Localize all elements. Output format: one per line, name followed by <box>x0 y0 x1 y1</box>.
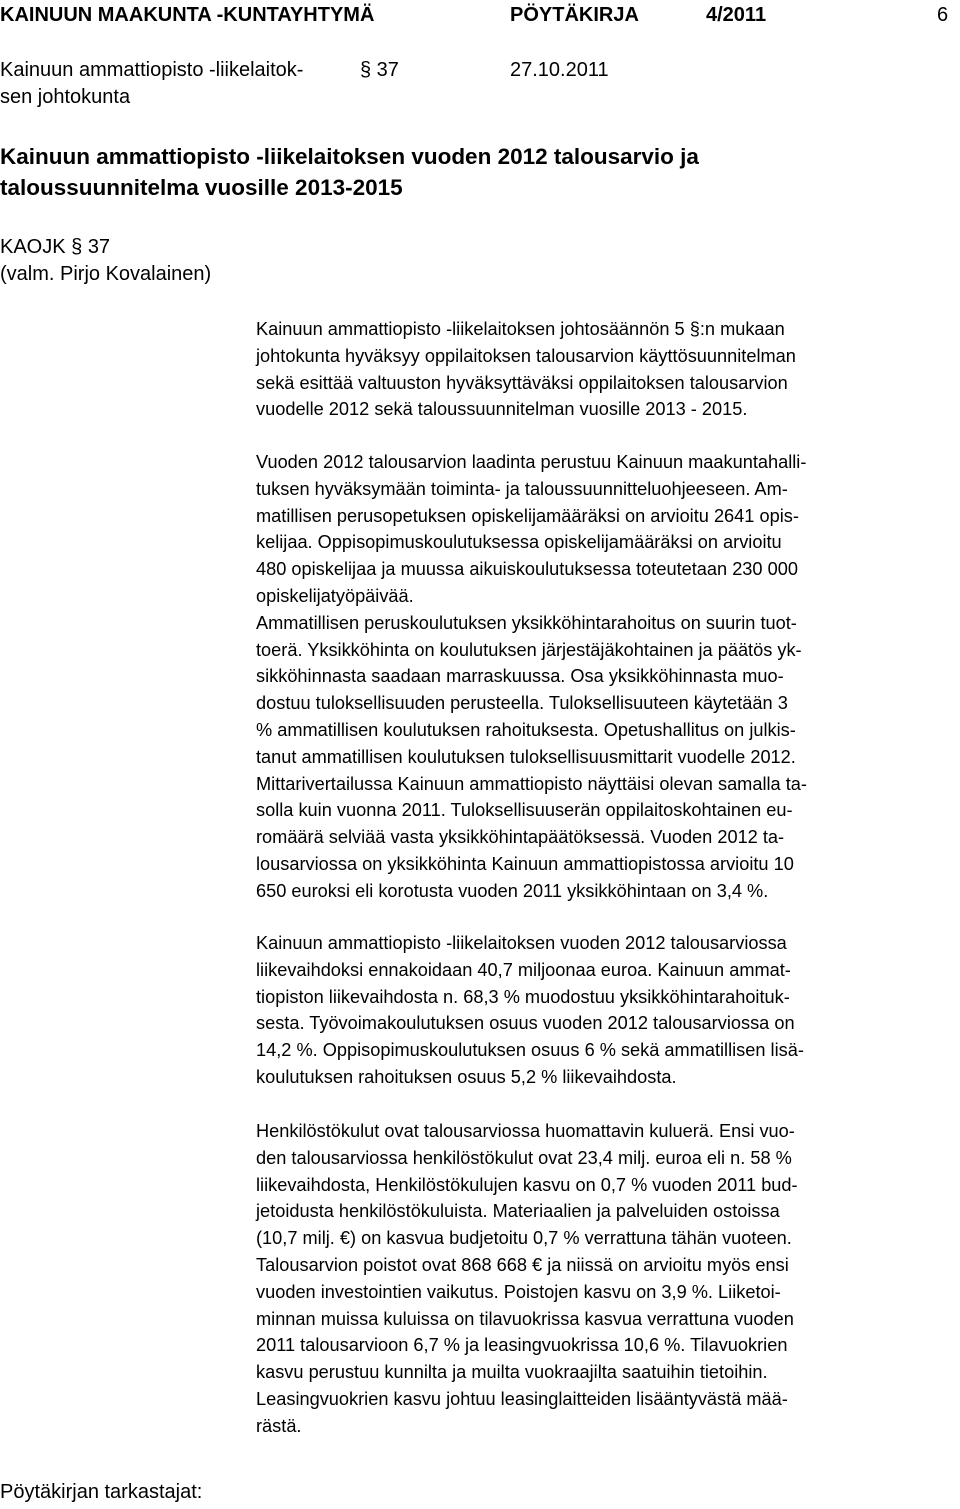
body-name-line2: sen johtokunta <box>0 86 131 108</box>
text-line: koulutuksen rahoituksen osuus 5,2 % liikevaihdosta. <box>256 1066 677 1087</box>
text-line: liikevaihdosta, Henkilöstökulujen kasvu on 0,7 % vuoden 2011 bud- <box>256 1174 798 1195</box>
text-line: tanut ammatillisen koulutuksen tuloksellisuusmittarit vuodelle 2012. <box>256 746 796 767</box>
text-line: rästä. <box>256 1415 302 1436</box>
text-line: solla kuin vuonna 2011. Tuloksellisuuserän oppilaitoskohtainen eu- <box>256 800 793 821</box>
text-line: sikköhinnasta saadaan marraskuussa. Osa yksikköhinnasta muo- <box>256 666 784 687</box>
paragraph-3 <box>256 930 946 1091</box>
text-line: 650 euroksi eli korotusta vuoden 2011 yksikköhintaan on 3,4 %. <box>256 880 769 901</box>
document-number: 4/2011 <box>706 4 767 26</box>
meeting-date: 27.10.2011 <box>510 59 609 81</box>
text-line: (10,7 milj. €) on kasvua budjetoitu 0,7 % verrattuna tähän vuoteen. <box>256 1228 792 1249</box>
text-line: 14,2 %. Oppisopimuskoulutuksen osuus 6 % sekä ammatillisen lisä- <box>256 1040 804 1061</box>
text-line: Kainuun ammattiopisto -liikelaitoksen vuoden 2012 talousarviossa <box>256 933 787 953</box>
text-line: Vuoden 2012 talousarvion laadinta perustuu Kainuun maakuntahalli- <box>256 452 807 472</box>
text-line: vuodelle 2012 sekä taloussuunnitelman vuosille 2013 - 2015. <box>256 399 748 420</box>
reference-line2: (valm. Pirjo Kovalainen) <box>0 263 212 285</box>
text-line: sesta. Työvoimakoulutuksen osuus vuoden 2012 talousarviossa on <box>256 1013 795 1034</box>
text-line: liikevaihdoksi ennakoidaan 40,7 miljoonaa euroa. Kainuun ammat- <box>256 959 791 980</box>
text-line: opiskelijatyöpäivää. <box>256 585 414 606</box>
text-line: tuksen hyväksymään toiminta- ja taloussuunnitteluohjeeseen. Am- <box>256 478 788 499</box>
text-line: minnan muissa kuluissa on tilavuokrissa kasvua verrattuna vuoden <box>256 1308 794 1329</box>
text-line: 2011 talousarvioon 6,7 % ja leasingvuokrissa 10,6 %. Tilavuokrien <box>256 1335 788 1356</box>
text-line: kelijaa. Oppisopimuskoulutuksessa opiskelijamääräksi on arvioitu <box>256 532 782 553</box>
text-line: johtokunta hyväksyy oppilaitoksen talousarvion käyttösuunnitelman <box>256 345 796 366</box>
text-line: Talousarvion poistot ovat 868 668 € ja niissä on arvioitu myös ensi <box>256 1254 789 1275</box>
document-type: PÖYTÄKIRJA <box>510 4 639 26</box>
text-line: jetoidusta henkilöstökuluista. Materiaalien ja palveluiden ostoissa <box>256 1201 780 1222</box>
text-line: romäärä selviää vasta yksikköhintapäätöksessä. Vuoden 2012 ta- <box>256 827 785 848</box>
text-line: lousarviossa on yksikköhinta Kainuun ammattiopistossa arvioitu 10 <box>256 853 794 874</box>
text-line: dostuu tuloksellisuuden perusteella. Tuloksellisuuteen käytetään 3 <box>256 693 788 714</box>
page-number: 6 <box>937 4 949 26</box>
body-name-line1: Kainuun ammattiopisto -liikelaitok- <box>0 59 304 81</box>
paragraph-1 <box>256 316 946 423</box>
text-line: vuoden investointien vaikutus. Poistojen kasvu on 3,9 %. Liiketoi- <box>256 1281 781 1302</box>
text-line: % ammatillisen koulutuksen rahoituksesta. Opetushallitus on julkis- <box>256 719 796 740</box>
text-line: Leasingvuokrien kasvu johtuu leasinglaitteiden lisääntyvästä mää- <box>256 1388 788 1409</box>
inspectors-label: Pöytäkirjan tarkastajat: <box>0 1481 203 1503</box>
text-line: Henkilöstökulut ovat talousarviossa huomattavin kuluerä. Ensi vuo- <box>256 1121 795 1141</box>
text-line: toerä. Yksikköhinta on koulutuksen järjestäjäkohtainen ja päätös yk- <box>256 639 802 660</box>
text-line: 480 opiskelijaa ja muussa aikuiskoulutuksessa toteutetaan 230 000 <box>256 559 798 580</box>
reference-line1: KAOJK § 37 <box>0 236 111 258</box>
text-line: Kainuun ammattiopisto -liikelaitoksen johtosäännön 5 §:n mukaan <box>256 319 785 339</box>
document-title-line1: Kainuun ammattiopisto -liikelaitoksen vuoden 2012 talousarvio ja <box>0 144 699 169</box>
text-line: kasvu perustuu kunnilta ja muilta vuokraajilta saatuihin tietoihin. <box>256 1362 768 1383</box>
organization-name: KAINUUN MAAKUNTA -KUNTAYHTYMÄ <box>0 4 375 26</box>
paragraph-4 <box>256 1118 946 1440</box>
text-line: Mittarivertailussa Kainuun ammattiopisto näyttäisi olevan samalla ta- <box>256 773 807 794</box>
document-title-line2: taloussuunnitelma vuosille 2013-2015 <box>0 175 403 200</box>
section-number: § 37 <box>360 59 399 81</box>
text-line: den talousarviossa henkilöstökulut ovat 23,4 milj. euroa eli n. 58 % <box>256 1147 792 1168</box>
text-line: sekä esittää valtuuston hyväksyttäväksi oppilaitoksen talousarvion <box>256 372 788 393</box>
text-line: matillisen perusopetuksen opiskelijamääräksi on arvioitu 2641 opis- <box>256 505 799 526</box>
text-line: Ammatillisen peruskoulutuksen yksikköhintarahoitus on suurin tuot- <box>256 612 797 633</box>
text-line: tiopiston liikevaihdosta n. 68,3 % muodostuu yksikköhintarahoituk- <box>256 986 790 1007</box>
paragraph-2 <box>256 449 946 905</box>
